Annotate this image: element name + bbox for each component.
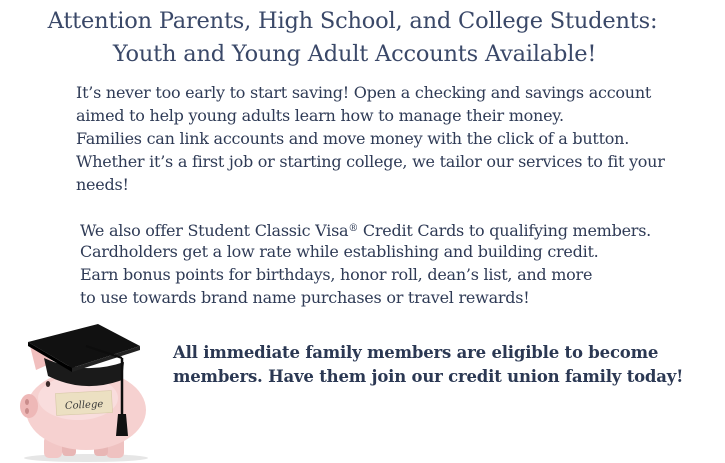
visa-line: to use towards brand name purchases or travel rewards! (80, 288, 530, 307)
intro-line: Whether it’s a first job or starting college, we tailor our services to fit your (76, 152, 665, 171)
intro-line: It’s never too early to start saving! Open a checking and savings account (76, 83, 652, 102)
family-eligibility-callout (173, 341, 718, 389)
intro-line: Families can link accounts and move money with the click of a button. (76, 129, 630, 148)
registered-mark: ® (348, 223, 359, 234)
intro-line: aimed to help young adults learn how to manage their money. (76, 106, 564, 125)
visa-line-text: Credit Cards to qualifying members. (358, 221, 651, 240)
visa-line: Earn bonus points for birthdays, honor roll, dean’s list, and more (80, 265, 593, 284)
visa-line: Cardholders get a low rate while establishing and building credit. (80, 242, 599, 261)
intro-line: needs! (76, 175, 129, 194)
piggy-bank-graduation-cap-icon (14, 318, 164, 463)
visa-line-text: We also offer Student Classic Visa (80, 221, 349, 240)
visa-paragraph (80, 217, 720, 309)
page-title-line-1: Attention Parents, High School, and College Students: (47, 8, 658, 34)
piggy-label: College (64, 399, 104, 412)
page-title-line-2: Youth and Young Adult Accounts Available! (112, 41, 597, 67)
callout-line: All immediate family members are eligible to become (173, 343, 659, 362)
intro-paragraph (76, 81, 716, 196)
visa-line (80, 217, 720, 240)
callout-line: members. Have them join our credit union family today! (173, 367, 684, 386)
